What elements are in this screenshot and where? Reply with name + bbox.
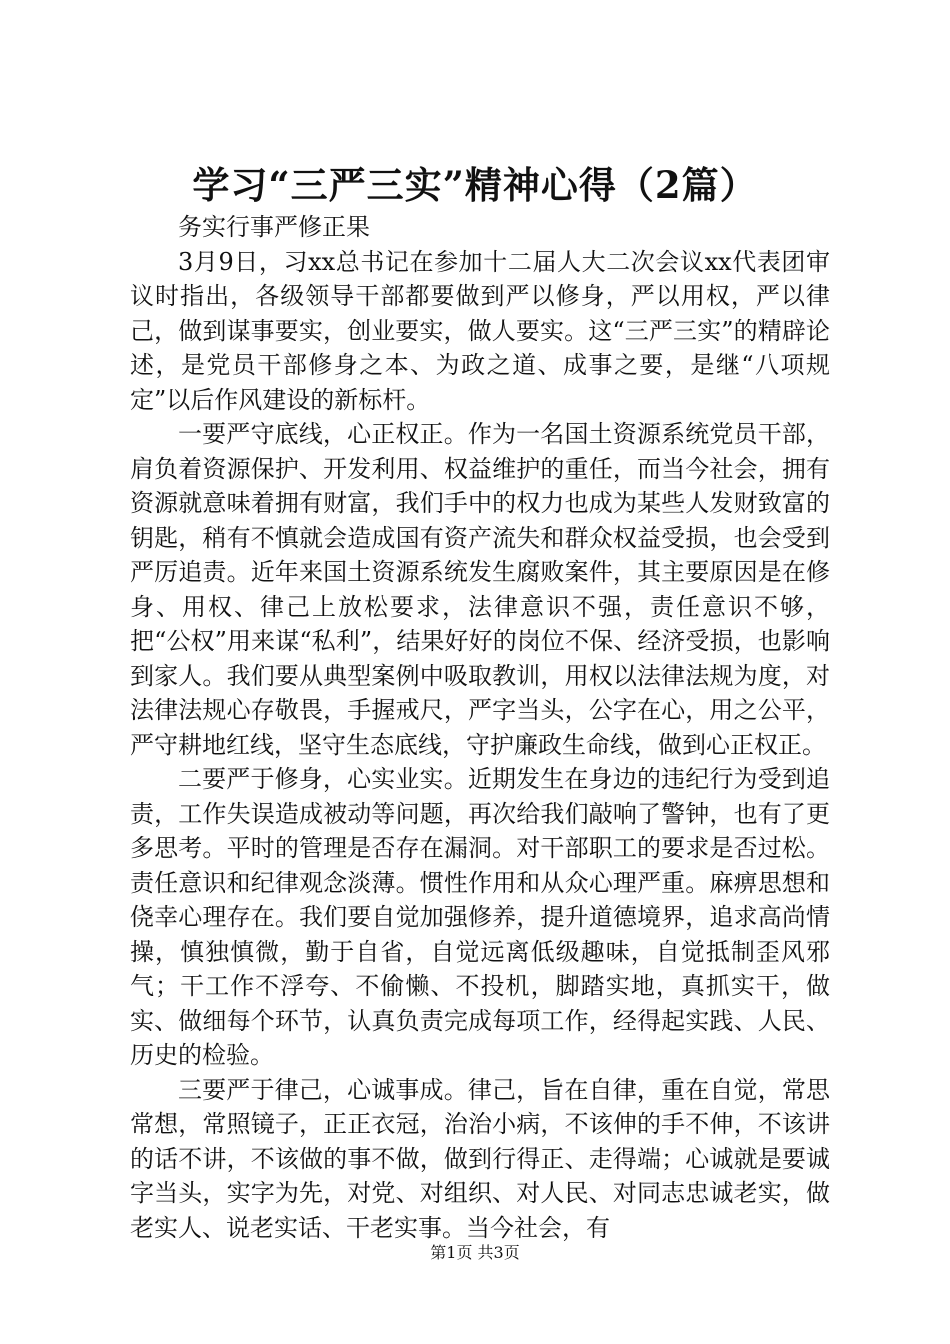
document-body bbox=[130, 210, 830, 1245]
paragraph-intro: 3月9日，习xx总书记在参加十二届人大二次会议xx代表团审议时指出，各级领导干部都要做到严以修身，严以用权，严以律己，做到谋事要实，创业要实，做人要实。这“三严三实”的精辟论述，是党员干部修身之本、为政之道、成事之要，是继“八项规定”以后作风建设的新标杆。 bbox=[130, 247, 830, 414]
document-subtitle: 务实行事严修正果 bbox=[178, 213, 370, 241]
page-number-footer: 第1页 共3页 bbox=[430, 1243, 520, 1262]
paragraph-point-three: 三要严于律己，心诚事成。律己，旨在自律，重在自觉，常思常想，常照镜子，正正衣冠，治治小病，不该伸的手不伸，不该讲的话不讲，不该做的事不做，做到行得正、走得端；心诚就是要诚字当头，实字为先，对党、对组织、对人民、对同志忠诚老实，做老实人、说老实话、干老实事。当今社会，有 bbox=[130, 1075, 830, 1242]
document-title: 学习“三严三实”精神心得（2篇） bbox=[192, 163, 758, 207]
paragraph-point-one: 一要严守底线，心正权正。作为一名国土资源系统党员干部，肩负着资源保护、开发利用、权益维护的重任，而当今社会，拥有资源就意味着拥有财富，我们手中的权力也成为某些人发财致富的钥匙，稍有不慎就会造成国有资产流失和群众权益受损，也会受到严厉追责。近年来国土资源系统发生腐败案件，其主要原因是在修身、用权、律己上放松要求，法律意识不强，责任意识不够，把“公权”用来谋“私利”，结果好好的岗位不保、经济受损，也影响到家人。我们要从典型案例中吸取教训，用权以法律法规为度，对法律法规心存敬畏，手握戒尺，严字当头，公字在心，用之公平，严守耕地红线，坚守生态底线，守护廉政生命线，做到心正权正。 bbox=[130, 420, 830, 759]
paragraph-point-two: 二要严于修身，心实业实。近期发生在身边的违纪行为受到追责，工作失误造成被动等问题，再次给我们敲响了警钟，也有了更多思考。平时的管理是否存在漏洞。对干部职工的要求是否过松。责任意识和纪律观念淡薄。惯性作用和从众心理严重。麻痹思想和侥幸心理存在。我们要自觉加强修养，提升道德境界，追求高尚情操，慎独慎微，勤于自省，自觉远离低级趣味，自觉抵制歪风邪气；干工作不浮夸、不偷懒、不投机，脚踏实地，真抓实干，做实、做细每个环节，认真负责完成每项工作，经得起实践、人民、历史的检验。 bbox=[130, 765, 830, 1069]
